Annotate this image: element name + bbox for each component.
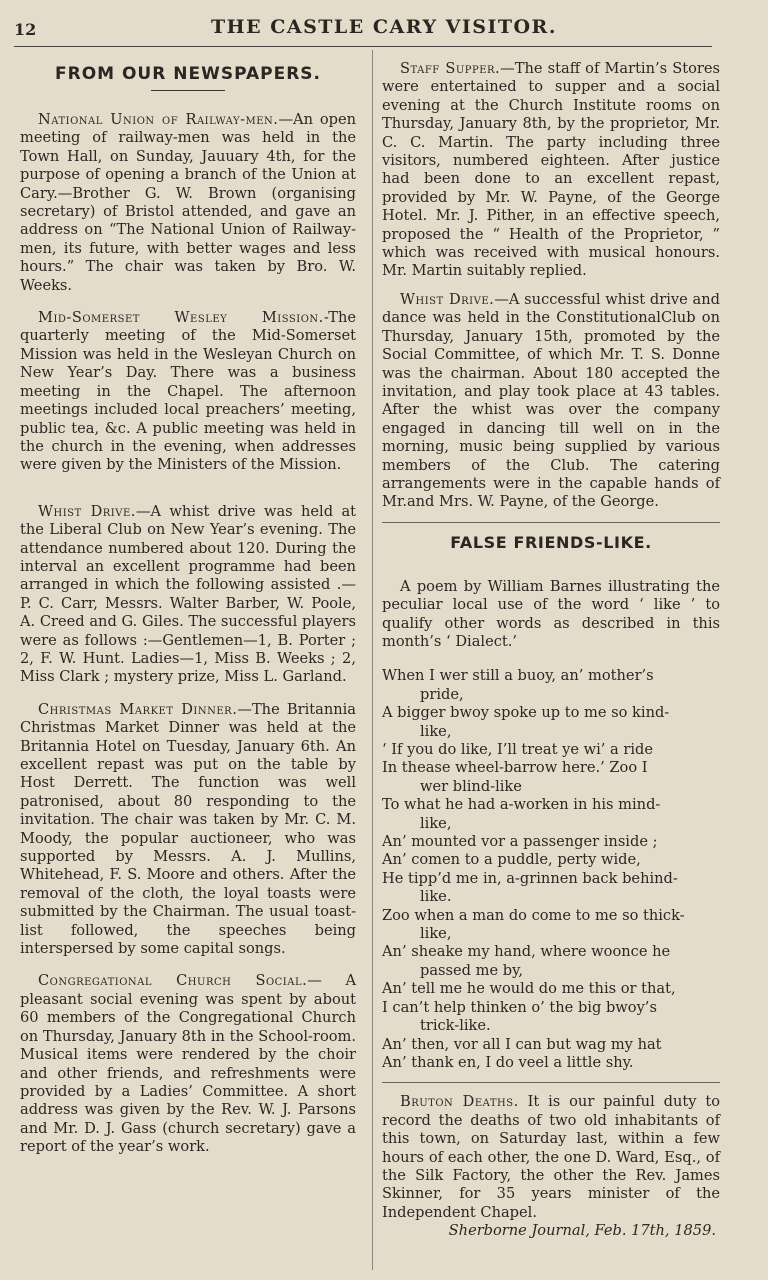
article-lead: Christmas Market Dinner.	[38, 700, 238, 718]
article-whist-liberal	[20, 503, 356, 687]
article-railway	[20, 111, 356, 295]
section-divider	[382, 1082, 720, 1083]
article-source: Sherborne Journal, Feb. 17th, 1859.	[448, 1222, 716, 1240]
article-christmas-dinner	[20, 701, 356, 959]
article-body: —A successful whist drive and dance was held in the ConstitutionalClub on Thursday, January 15th, promoted by the Social Committee, of which Mr. T. S. Donne was the chairman. About 180 accepted the invitation, and play took place at 43 tables. After the whist was over the company engaged in dancing till well on in the morning, music being supplied by various members of the Club. The catering arrangements were in the capable hands of Mr.and Mrs. W. Payne, of the George.	[382, 290, 720, 511]
poem-line: I can’t help thinken o’ the big bwoy’s	[382, 998, 657, 1016]
poem-heading: FALSE FRIENDS-LIKE.	[450, 532, 652, 552]
header-rule	[14, 46, 712, 47]
article-lead: Whist Drive.	[38, 502, 136, 520]
page-number: 12	[14, 20, 37, 39]
article-lead: Bruton Deaths.	[400, 1093, 519, 1111]
article-lead: Congregational Church Social.	[38, 972, 308, 990]
poem-line: An’ mounted vor a passenger inside ;	[382, 833, 658, 851]
poem-line: An’ comen to a puddle, perty wide,	[382, 851, 641, 869]
right-column	[382, 60, 720, 1241]
poem-line: trick-like.	[420, 1017, 491, 1035]
poem-line: wer blind-like	[420, 777, 522, 795]
article-body: —An open meeting of railway-men was held in the Town Hall, on Sunday, Jauuary 4th, for the purpose of opening a branch of the Union at Cary.—Brother G. W. Brown (organising secretary) of Bristol attended, and gave an address on “The National Union of Railway-men, its future, with better wages and less hours.” The chair was taken by Bro. W. Weeks.	[20, 111, 356, 294]
article-staff-supper	[382, 60, 720, 281]
poem-line: An’ then, vor all I can but wag my hat	[382, 1035, 662, 1053]
poem-line: like.	[420, 888, 452, 906]
article-body: -The quarterly meeting of the Mid-Somerset Mission was held in the Wesleyan Church on New Year’s Day. There was a business meeting in the Chapel. The afternoon meetings included local preachers’ meeting, public tea, &c. A public meeting was held in the church in the evening, when addresses were given by the Ministers of the Mission.	[20, 309, 356, 474]
article-whist-constitutional	[382, 291, 720, 512]
article-body: —A whist drive was held at the Liberal Club on New Year’s evening. The attendance numbered about 120. During the interval an excellent programme had been arranged in which the following assisted .—P. C. Carr, Messrs. Walter Barber, W. Poole, A. Creed and G. Giles. The successful players were as follows :—Gentlemen—1, B. Porter ; 2, F. W. Hunt. Ladies—1, Miss B. Weeks ; 2, Miss Clark ; mystery prize, Miss L. Garland.	[20, 502, 357, 686]
title-rule	[151, 90, 225, 91]
poem-line: To what he had a-worken in his mind-	[382, 796, 661, 814]
section-divider	[382, 522, 720, 523]
poem-line: An’ thank en, I do veel a little shy.	[382, 1053, 634, 1071]
article-bruton-deaths	[382, 1093, 720, 1222]
article-wesley	[20, 309, 356, 475]
poem-line: ‘ If you do like, I’ll treat ye wi’ a ride	[382, 741, 653, 758]
poem-line: In thease wheel-barrow here.’ Zoo I	[382, 759, 648, 777]
poem-intro: A poem by William Barnes illustrating the peculiar local use of the word ‘ like ’ to qualify other words as described in this month’s ‘ Dialect.’	[382, 577, 720, 650]
running-title: THE CASTLE CARY VISITOR.	[211, 16, 557, 38]
article-body: It is our painful duty to record the deaths of two old inhabitants of this town, on Saturday last, within a few hours of each other, the one D. Ward, Esq., of the Silk Factory, the other the Rev. James Skinner, for 35 years minister of the Independent Chapel.	[382, 1093, 720, 1221]
article-lead: Staff Supper.	[400, 60, 501, 77]
poem-line: A bigger bwoy spoke up to me so kind-	[382, 704, 670, 722]
poem-line: like,	[420, 925, 452, 943]
article-lead: Whist Drive.	[400, 290, 495, 308]
article-congregational	[20, 972, 356, 1156]
poem-line: passed me by,	[420, 961, 524, 979]
article-body: — A pleasant social evening was spent by about 60 members of the Congregational Church on Thursday, January 8th in the School-room. Musical items were rendered by the choir and other friends, and refreshments were provided by a Ladies’ Committee. A short address was given by the Rev. W. J. Parsons and Mr. D. J. Gass (church secretary) gave a report of the year’s work.	[20, 972, 356, 1156]
article-lead: National Union of Railway-men.	[38, 111, 279, 128]
poem-line: like,	[420, 722, 452, 740]
poem-line: He tipp’d me in, a-grinnen back behind-	[382, 869, 678, 887]
poem-line: An’ sheake my hand, where woonce he	[382, 943, 671, 961]
article-body: —The Britannia Christmas Market Dinner was held at the Britannia Hotel on Tuesday, January 6th. An excellent repast was put on the table by Host Derrett. The function was well patronised, about 80 responding to the invitation. The chair was taken by Mr. C. M. Moody, the popular auctioneer, who was supported by Messrs. A. J. Mullins, Whitehead, F. S. Moore and others. After the removal of the cloth, the loyal toasts were submitted by the Chairman. The usual toast-list followed, the speeches being interspersed by some capital songs.	[20, 700, 356, 958]
article-body: —The staff of Martin’s Stores were entertained to supper and a social evening at the Church Institute rooms on Thursday, January 8th, by the proprietor, Mr. C. C. Martin. The party including three visitors, numbered eighteen. After justice had been done to an excellent repast, provided by Mr. W. Payne, of the George Hotel. Mr. J. Pither, in an effective speech, proposed the “ Health of the Proprietor, ” which was received with musical honours. Mr. Martin suitably replied.	[382, 60, 720, 280]
poem-line: like,	[420, 814, 452, 832]
poem-line: Zoo when a man do come to me so thick-	[382, 906, 685, 924]
left-column	[20, 60, 356, 1157]
article-lead: Mid-Somerset Wesley Mission.	[38, 309, 324, 327]
poem-line: pride,	[420, 685, 464, 703]
poem	[382, 667, 720, 1072]
poem-line: When I wer still a buoy, an’ mother’s	[382, 667, 654, 685]
column-divider	[372, 50, 373, 1270]
poem-line: An’ tell me he would do me this or that,	[382, 980, 676, 998]
section-title: FROM OUR NEWSPAPERS.	[54, 64, 321, 84]
